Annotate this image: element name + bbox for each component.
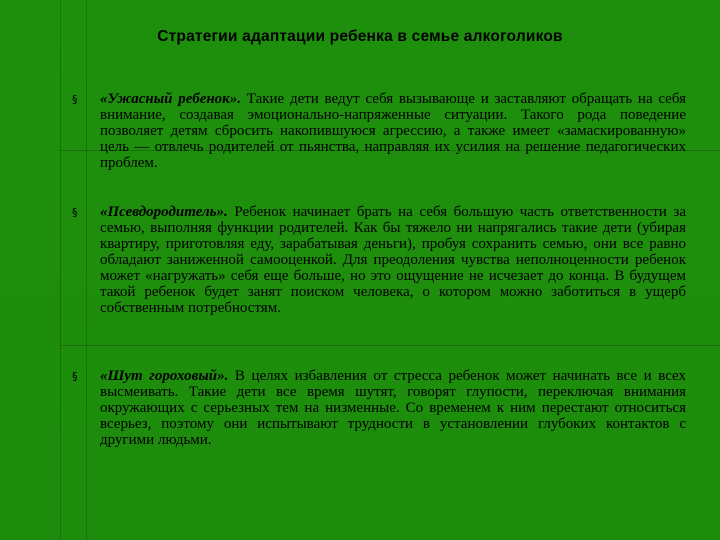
bullet-icon: §	[72, 206, 78, 219]
decorative-vertical-line	[60, 0, 61, 540]
list-item-terrible-child	[100, 91, 686, 171]
bullet-icon: §	[72, 93, 78, 106]
list-item-clown	[100, 368, 686, 448]
bullet-icon: §	[72, 370, 78, 383]
item-term: «Ужасный ребенок».	[100, 91, 242, 107]
item-text: Такие дети ведут себя вызывающе и заставляют обращать на себя внимание, создавая эмоционально-напряженные ситуации. Такого рода поведение позволяет детям сбросить накопившуюся агрессию, а также имеет «замаскированную» цель — отвлечь родителей от пьянства, направляя их усилия на решение педагогических проблем.	[100, 91, 687, 171]
item-term: «Шут гороховый».	[100, 368, 229, 384]
item-text: Ребенок начинает брать на себя большую часть ответственности за семью, выполняя функции родителей. Как бы тяжело ни напрягались такие дети (убирая квартиру, приготовляя еду, зарабатывая деньги), пробуя сохранить семью, они все равно обладают заниженной самооценкой. Для преодоления чувства неполноценности ребенок может «нагружать» себя еще больше, но это ощущение не исчезает до конца. В будущем такой ребенок будет занят поиском человека, о котором можно заботиться в ущерб собственным потребностям.	[100, 204, 686, 316]
item-term: «Псевдородитель».	[100, 204, 228, 220]
item-text: В целях избавления от стресса ребенок может начинать все и всех высмеивать. Такие дети все время шутят, говорят глупости, переключая внимания окружающих с серьезных тем на низменные. Со временем к ним перестают относиться всерьез, поэтому они испытывают трудности в установлении глубоких контактов с другими людьми.	[100, 368, 686, 448]
decorative-vertical-line	[86, 0, 87, 540]
decorative-horizontal-line	[60, 345, 720, 346]
slide-title: Стратегии адаптации ребенка в семье алкоголиков	[157, 28, 563, 45]
list-item-pseudo-parent	[100, 204, 686, 316]
